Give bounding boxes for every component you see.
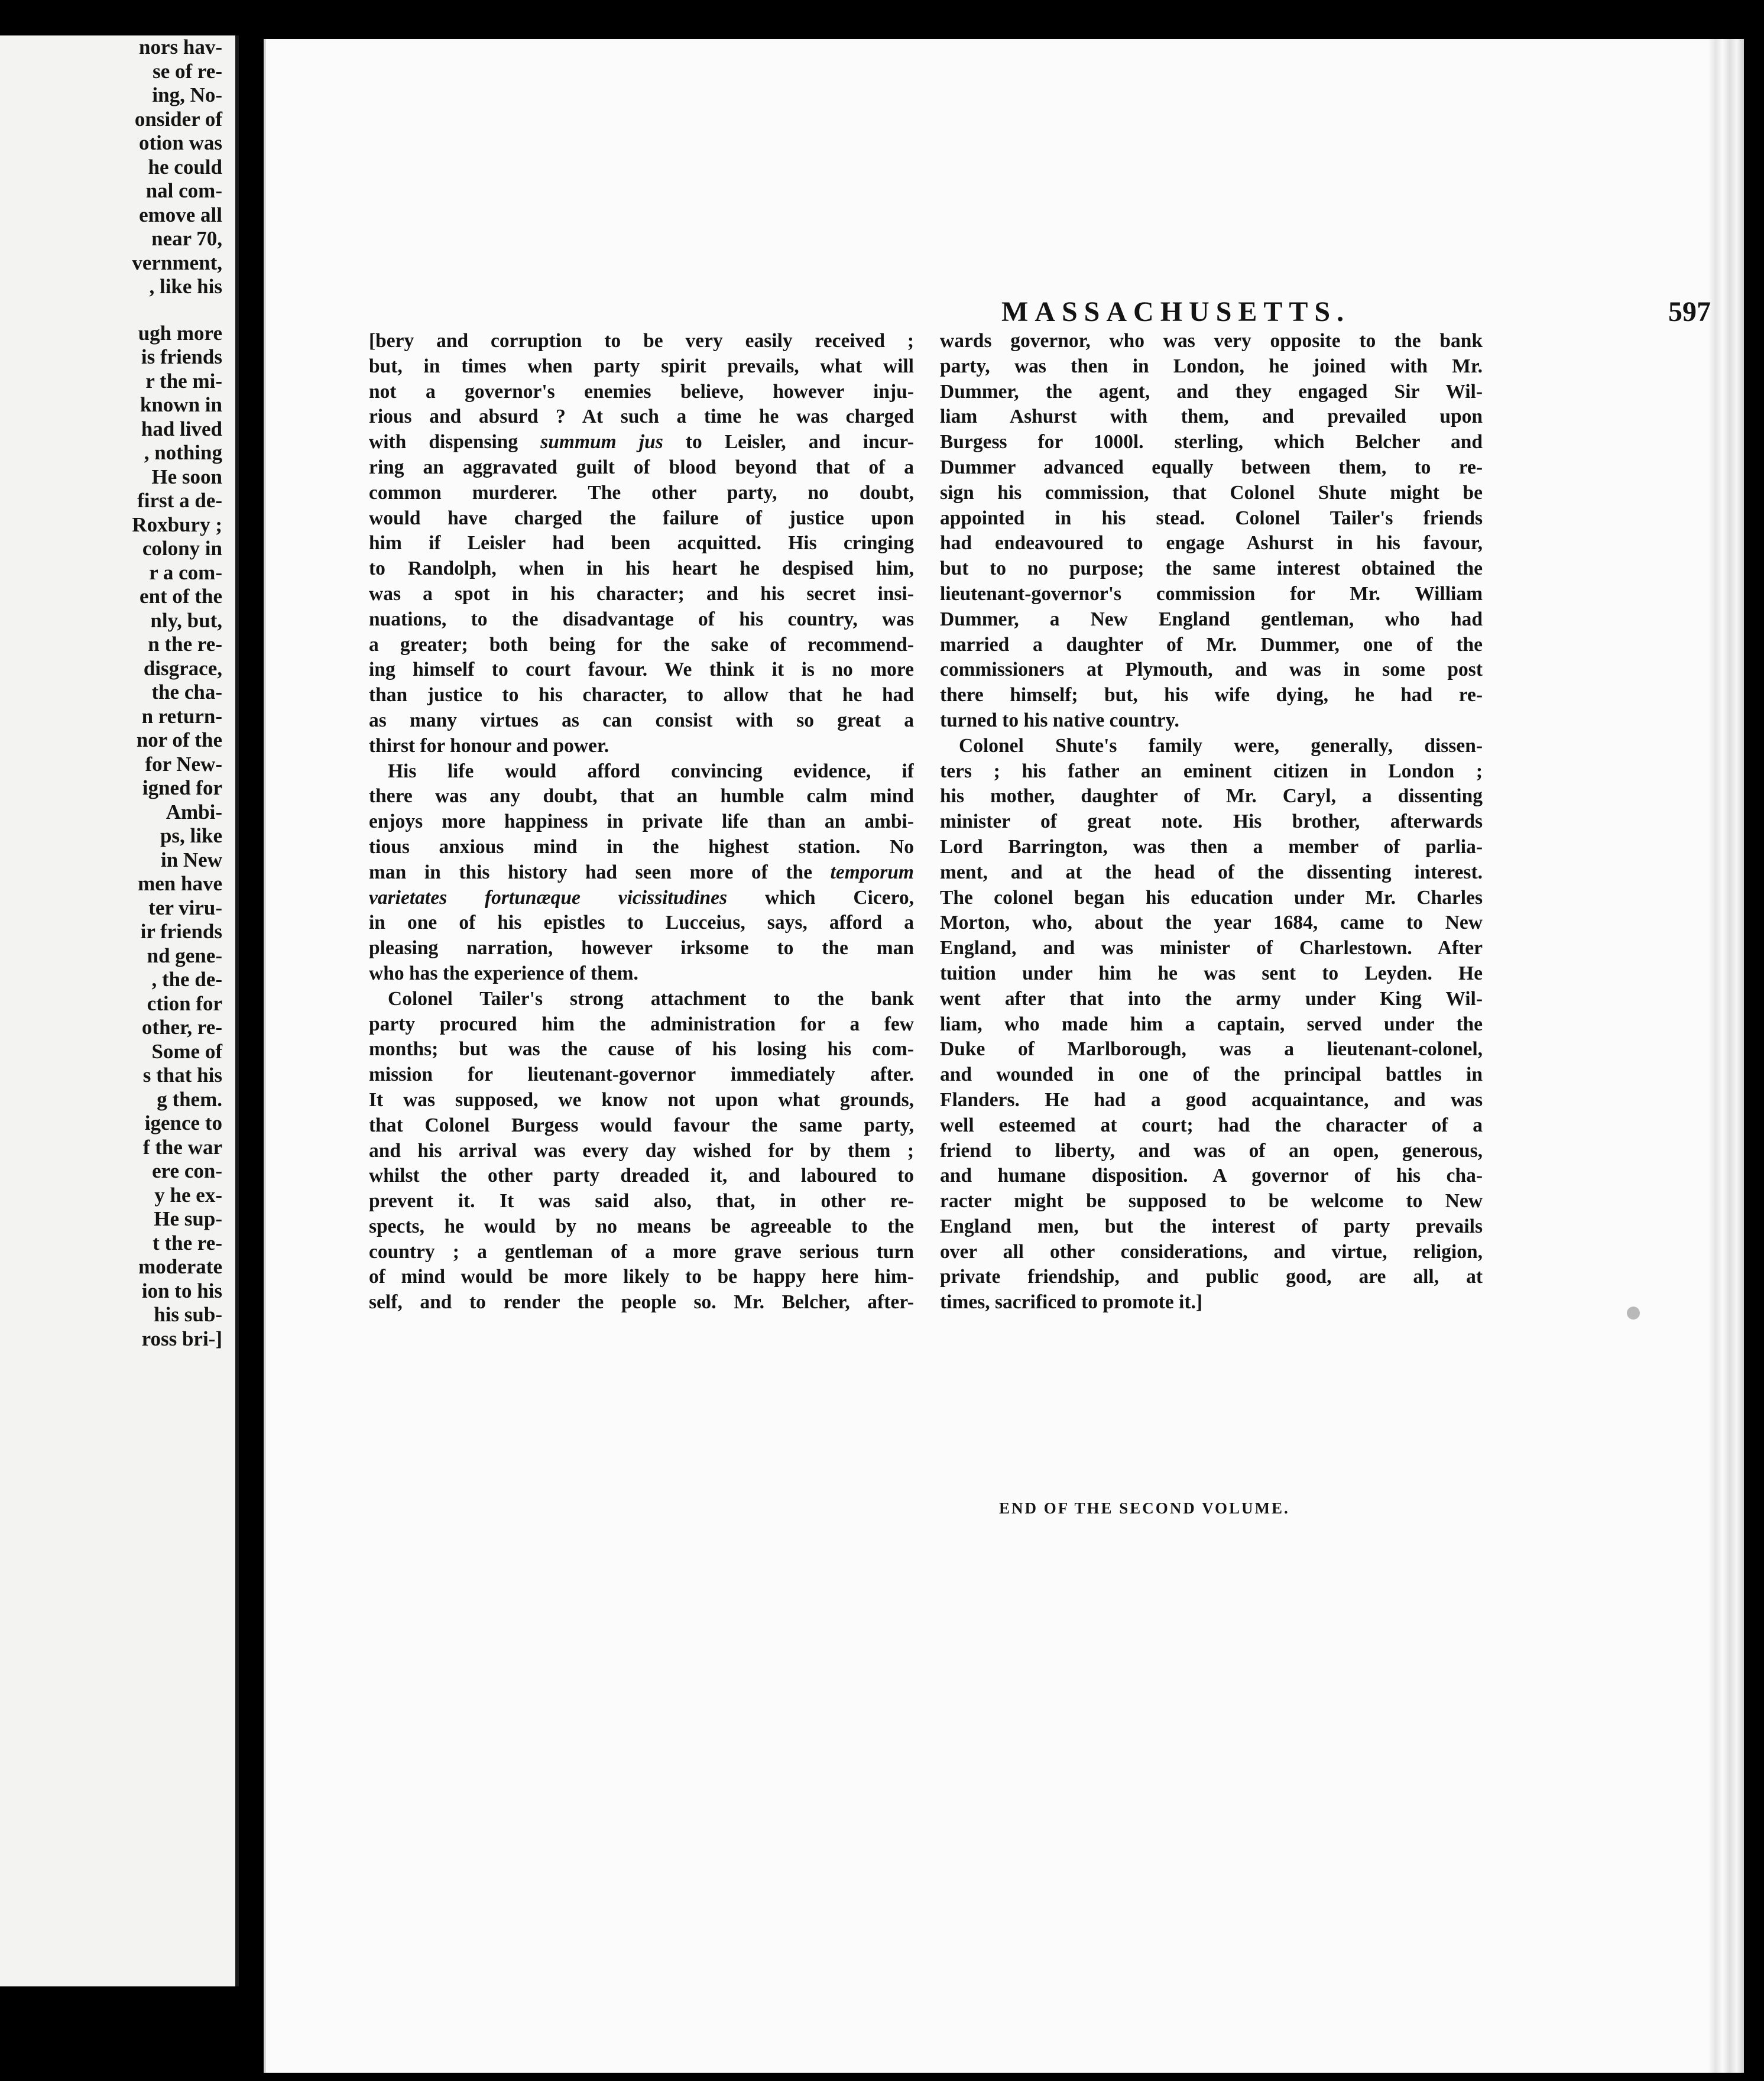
left-page-line: for New- <box>145 752 222 776</box>
text-line: Burgess for 1000l. sterling, which Belcher and <box>940 431 1483 453</box>
text-line: Dummer, the agent, and they engaged Sir Wil- <box>940 380 1483 403</box>
left-page-line: igence to <box>144 1111 222 1134</box>
text-line: Duke of Marlborough, was a lieutenant-colonel, <box>940 1038 1483 1061</box>
latin-phrase: summum jus <box>540 431 663 453</box>
left-page-line: ction for <box>147 991 222 1015</box>
left-page-line <box>0 299 222 322</box>
text-line: rious and absurd ? At such a time he was charged <box>369 406 914 428</box>
text-line: married a daughter of Mr. Dummer, one of the <box>940 633 1483 656</box>
text-line: but to no purpose; the same interest obtained the <box>940 557 1483 580</box>
text-line: in one of his epistles to Lucceius, says, afford a <box>369 912 914 934</box>
text-line: and his arrival was every day wished for by them ; <box>369 1139 914 1162</box>
left-page-line: y he ex- <box>154 1183 222 1207</box>
text-line: prevent it. It was said also, that, in other re- <box>369 1190 914 1213</box>
left-page-line: onsider of <box>134 107 222 131</box>
left-page-line: other, re- <box>141 1016 222 1039</box>
left-page-line: near 70, <box>151 227 222 250</box>
left-page-line: He soon <box>151 465 222 488</box>
left-page-line: Some of <box>151 1039 222 1063</box>
left-page-line: nd gene- <box>147 944 222 967</box>
left-page-line: s that his <box>142 1064 222 1087</box>
text-line: to Randolph, when in his heart he despised him, <box>369 557 914 580</box>
text-line: and wounded in one of the principal battles in <box>940 1064 1483 1086</box>
text-line: nuations, to the disadvantage of his country, was <box>369 608 914 630</box>
left-page-line: ter viru- <box>148 896 222 919</box>
text-line: mission for lieutenant-governor immediately after. <box>369 1064 914 1086</box>
text-line: private friendship, and public good, are all, at <box>940 1266 1483 1288</box>
left-page-line: colony in <box>142 537 222 560</box>
left-page-line: t the re- <box>153 1231 222 1255</box>
right-main-page <box>264 39 1744 2073</box>
left-page-line: emove all <box>139 203 222 226</box>
text-line: Lord Barrington, was then a member of parlia- <box>940 835 1483 858</box>
left-page-line: he could <box>148 155 222 179</box>
text-line: lieutenant-governor's commission for Mr. William <box>940 582 1483 605</box>
end-of-volume-note: END OF THE SECOND VOLUME. <box>999 1499 1290 1517</box>
text-line: Dummer advanced equally between them, to re- <box>940 456 1483 478</box>
text-line: wards governor, who was very opposite to the bank <box>940 330 1483 352</box>
text-line: It was supposed, we know not upon what grounds, <box>369 1088 914 1111</box>
left-page-line: n the re- <box>148 633 222 656</box>
latin-phrase: varietates fortunæque vicissitudines <box>369 886 728 909</box>
left-page-line: nors hav- <box>139 35 222 59</box>
text-line: liam, who made him a captain, served under the <box>940 1013 1483 1035</box>
text-line: [bery and corruption to be very easily received ; <box>369 330 914 352</box>
left-page-text-fragment <box>0 35 222 1351</box>
text-line: sign his commission, that Colonel Shute might be <box>940 481 1483 504</box>
text-line: there himself; but, his wife dying, he had re- <box>940 684 1483 706</box>
left-page-line: nor of the <box>136 728 222 751</box>
left-page-line: se of re- <box>153 59 222 83</box>
left-page-line: nly, but, <box>150 608 222 632</box>
left-page-line: , nothing <box>144 441 222 464</box>
text-line: there was any doubt, that an humble calm mind <box>369 785 914 808</box>
text-line: well esteemed at court; had the character of a <box>940 1114 1483 1136</box>
left-page-line: in New <box>160 848 222 871</box>
left-page-line: n return- <box>141 704 222 728</box>
left-page-line: vernment, <box>132 251 222 274</box>
left-page-line: first a de- <box>137 489 222 512</box>
text-line: Flanders. He had a good acquaintance, and was <box>940 1088 1483 1111</box>
text-line: months; but was the cause of his losing his com- <box>369 1038 914 1061</box>
text-line: ing himself to court favour. We think it is no more <box>369 659 914 681</box>
left-page-line: his sub- <box>154 1303 222 1326</box>
left-page-line: otion was <box>139 131 222 154</box>
text-line: would have charged the failure of justice upon <box>369 507 914 529</box>
latin-phrase: temporum <box>830 861 914 883</box>
text-line: man in this history had seen more of the temporum <box>369 861 914 883</box>
text-line: England men, but the interest of party prevails <box>940 1215 1483 1237</box>
text-line: with dispensing summum jus to Leisler, and incur- <box>369 431 914 453</box>
text-line: liam Ashurst with them, and prevailed upon <box>940 406 1483 428</box>
left-page-line: is friends <box>141 345 222 368</box>
text-line: The colonel began his education under Mr. Charles <box>940 886 1483 909</box>
text-line: ment, and at the head of the dissenting interest. <box>940 861 1483 883</box>
left-page-line: had lived <box>141 417 222 440</box>
left-page-line: men have <box>138 872 222 895</box>
text-line: turned to his native country. <box>940 709 1179 731</box>
left-page-line: the cha- <box>151 680 222 704</box>
text-line: ters ; his father an eminent citizen in London ; <box>940 760 1483 782</box>
left-page-line: f the war <box>142 1135 222 1159</box>
page-edge-stack <box>1708 39 1744 2073</box>
left-page-line: ent of the <box>140 585 222 608</box>
text-line: tuition under him he was sent to Leyden. He <box>940 962 1483 984</box>
left-page-line: r the mi- <box>145 369 222 393</box>
text-line: England, and was minister of Charlestown. After <box>940 937 1483 960</box>
text-line: than justice to his character, to allow that he had <box>369 684 914 706</box>
text-line: him if Leisler had been acquitted. His cringing <box>369 532 914 555</box>
text-line: but, in times when party spirit prevails, what will <box>369 355 914 377</box>
text-line: enjoys more happiness in private life than an ambi- <box>369 811 914 833</box>
left-page-line: ion to his <box>141 1279 222 1302</box>
running-head: MASSACHUSETTS. <box>1001 296 1351 328</box>
text-line: varietates fortunæque vicissitudines which Cicero, <box>369 886 914 909</box>
text-line: country ; a gentleman of a more grave serious turn <box>369 1240 914 1263</box>
text-line: thirst for honour and power. <box>369 734 609 757</box>
text-column-right <box>940 329 1483 1315</box>
left-page-line: ugh more <box>138 321 222 345</box>
text-line: his mother, daughter of Mr. Caryl, a dissenting <box>940 785 1483 808</box>
left-page-line: Ambi- <box>166 800 222 824</box>
text-line: had endeavoured to engage Ashurst in his favour, <box>940 532 1483 555</box>
left-page-line: Roxbury ; <box>132 513 222 536</box>
text-line: whilst the other party dreaded it, and laboured to <box>369 1165 914 1187</box>
text-line: was a spot in his character; and his secret insi- <box>369 582 914 605</box>
text-line: self, and to render the people so. Mr. Belcher, after- <box>369 1291 914 1314</box>
left-page-line: nal com- <box>145 179 222 202</box>
text-line: commissioners at Plymouth, and was in some post <box>940 659 1483 681</box>
text-line: Morton, who, about the year 1684, came to New <box>940 912 1483 934</box>
left-page-line: ross bri-] <box>141 1327 222 1350</box>
page-number: 597 <box>1668 296 1711 328</box>
paper-spot <box>1627 1307 1640 1320</box>
text-line: not a governor's enemies believe, however inju- <box>369 380 914 403</box>
left-page-line: ere con- <box>152 1159 222 1182</box>
text-line: pleasing narration, however irksome to the man <box>369 937 914 960</box>
left-facing-page <box>0 35 239 1986</box>
text-line: spects, he would by no means be agreeable to the <box>369 1215 914 1237</box>
text-line: common murderer. The other party, no doubt, <box>369 481 914 504</box>
left-page-line: igned for <box>142 776 222 799</box>
text-column-left <box>369 329 914 1315</box>
left-page-line: moderate <box>138 1255 222 1278</box>
text-line: minister of great note. His brother, afterwards <box>940 811 1483 833</box>
left-page-line: He sup- <box>154 1207 222 1230</box>
left-page-line: g them. <box>157 1087 222 1111</box>
text-line: Colonel Shute's family were, generally, dissen- <box>959 734 1483 757</box>
left-page-line: disgrace, <box>143 656 222 680</box>
left-page-line: known in <box>140 393 222 416</box>
left-page-line: r a com- <box>149 560 222 584</box>
text-line: ring an aggravated guilt of blood beyond that of a <box>369 456 914 478</box>
text-line: went after that into the army under King Wil- <box>940 987 1483 1010</box>
left-page-line: ing, No- <box>152 83 222 106</box>
text-line: racter might be supposed to be welcome to New <box>940 1190 1483 1213</box>
left-page-line: , the de- <box>151 968 222 991</box>
text-line: as many virtues as can consist with so great a <box>369 709 914 731</box>
text-line: party, was then in London, he joined with Mr. <box>940 355 1483 377</box>
text-line: that Colonel Burgess would favour the same party, <box>369 1114 914 1136</box>
text-line: of mind would be more likely to be happy here him- <box>369 1266 914 1288</box>
left-page-line: , like his <box>149 275 222 298</box>
text-line: His life would afford convincing evidence, if <box>388 760 914 782</box>
text-line: a greater; both being for the sake of recommend- <box>369 633 914 656</box>
text-line: over all other considerations, and virtue, religion, <box>940 1240 1483 1263</box>
text-line: Colonel Tailer's strong attachment to the bank <box>388 987 914 1010</box>
text-line: tious anxious mind in the highest station. No <box>369 835 914 858</box>
text-line: appointed in his stead. Colonel Tailer's friends <box>940 507 1483 529</box>
text-line: Dummer, a New England gentleman, who had <box>940 608 1483 630</box>
text-line: party procured him the administration for a few <box>369 1013 914 1035</box>
text-line: and humane disposition. A governor of his cha- <box>940 1165 1483 1187</box>
text-line: times, sacrificed to promote it.] <box>940 1291 1203 1314</box>
left-page-line: ps, like <box>160 824 222 847</box>
text-line: friend to liberty, and was of an open, generous, <box>940 1139 1483 1162</box>
text-line: who has the experience of them. <box>369 962 638 984</box>
left-page-line: ir friends <box>140 920 222 943</box>
